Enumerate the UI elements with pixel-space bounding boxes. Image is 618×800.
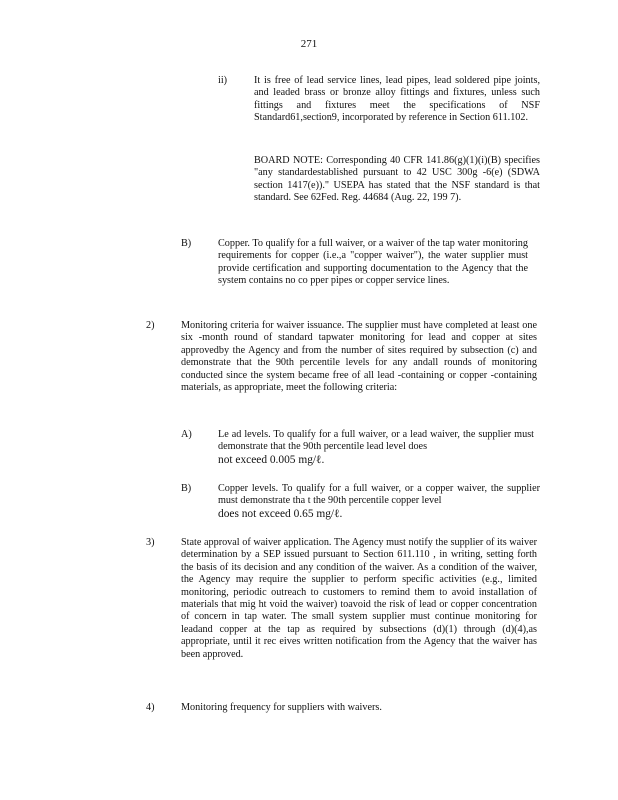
item-B2-label: B) xyxy=(181,483,192,494)
item-B1-label: B) xyxy=(181,238,192,249)
item-B1-paragraph: Copper. To qualify for a full waiver, or a waiver of the tap water monitoring requirements for copper (i.e.,a "copper waiver"), the water supplier must provide certification and supporting documentation to the Agency that the system contains no co pper pipes or copper service lines. xyxy=(218,238,528,287)
item-A-paragraph: Le ad levels. To qualify for a full waiver, or a lead waiver, the supplier must demonstrate that the 90th percentile lead level does xyxy=(218,429,534,453)
item-3-label: 3) xyxy=(146,537,155,548)
item-B2-paragraph: Copper levels. To qualify for a full waiver, or a copper waiver, the supplier must demonstrate tha t the 90th percentile copper level xyxy=(218,483,540,507)
item-A-tail: not exceed 0.005 mg/ℓ. xyxy=(218,453,325,466)
item-B1-text xyxy=(218,238,528,288)
item-3-paragraph: State approval of waiver application. The Agency must notify the supplier of its waiver determination by a SEP issued pursuant to Section 611.110 , in writing, setting forth the basis of its decision and any condition of the waiver. As a condition of the waiver, the Agency may require the supplier to perform specific activities (e.g., limited monitoring, periodic outreach to customers to remind them to avoid installation of materials that mig ht void the waiver) toavoid the risk of lead or copper concentration of concern in tap water. The small system supplier must continue monitoring for leadand copper at the tap as required by subsections (d)(1) through (d)(4),as appropriate, until it rec eives written notification from the Agency that the waiver has been approved. xyxy=(181,537,537,660)
item-4-paragraph: Monitoring frequency for suppliers with waivers. xyxy=(181,702,382,713)
item-ii-paragraph: It is free of lead service lines, lead pipes, lead soldered pipe joints, and leaded brass or bronze alloy fittings and fixtures, unless such fittings and fixtures meet the specifications of NSF Standard61,section9, incorporated by reference in Section 611.102. xyxy=(254,75,540,124)
board-note xyxy=(254,155,540,205)
page-number: 271 xyxy=(300,38,318,50)
item-ii-text xyxy=(254,75,540,125)
item-4-text xyxy=(181,702,537,714)
item-B2-tail: does not exceed 0.65 mg/ℓ. xyxy=(218,507,343,520)
item-A-text xyxy=(218,429,534,466)
item-3-text xyxy=(181,537,537,661)
item-ii-label: ii) xyxy=(218,75,228,86)
item-4-label: 4) xyxy=(146,702,155,713)
item-2-text xyxy=(181,320,537,394)
item-2-paragraph: Monitoring criteria for waiver issuance. The supplier must have completed at least one six -month round of standard tapwater monitoring for lead and copper at sites approvedby the Agency and from the number of sites required by subsection (c) and demonstrate that the 90th percentile levels for any andall rounds of monitoring conducted since the system became free of all lead -containing or copper -containing materials, as appropriate, meet the following criteria: xyxy=(181,320,537,394)
item-A-label: A) xyxy=(181,429,192,440)
item-2-label: 2) xyxy=(146,320,155,331)
item-B2-text xyxy=(218,483,540,520)
board-note-paragraph: BOARD NOTE: Corresponding 40 CFR 141.86(g)(1)(i)(B) specifies "any standardestablished pursuant to 42 USC 300g -6(e) (SDWA section 1417(e))." USEPA has stated that the NSF standard is that standard. See 62Fed. Reg. 44684 (Aug. 22, 199 7). xyxy=(254,155,540,204)
